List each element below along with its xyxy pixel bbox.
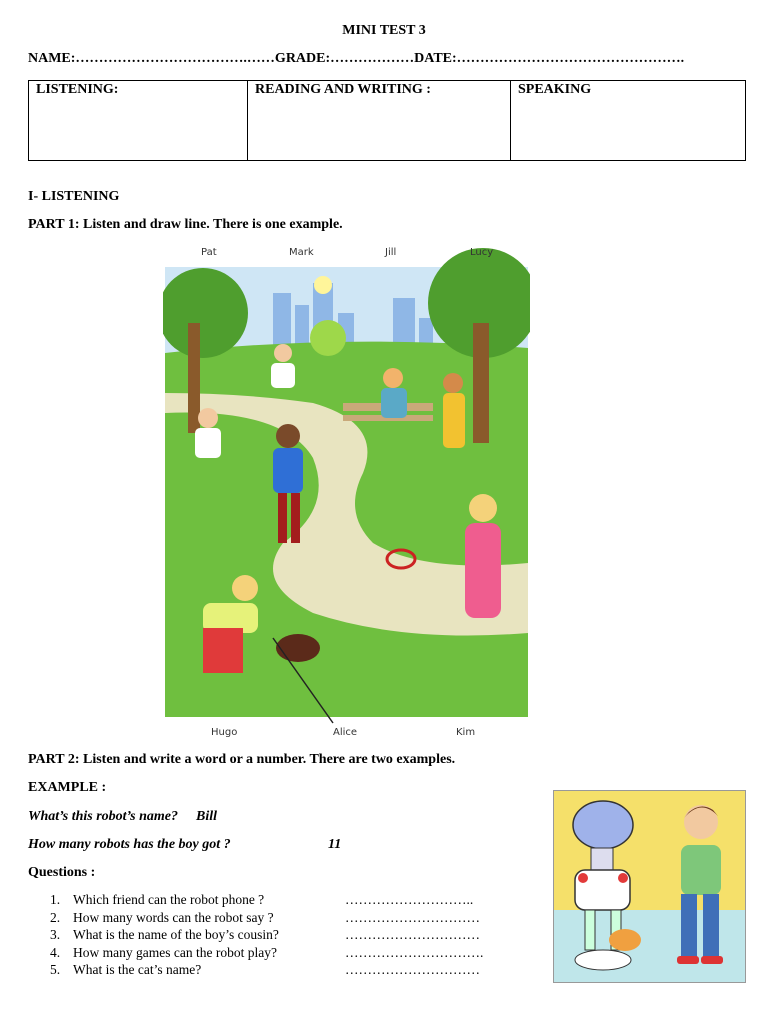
part1-instructions: PART 1: Listen and draw line. There is one example. — [28, 217, 343, 232]
reading-writing-score-cell: READING AND WRITING : — [248, 81, 511, 161]
questions-label: Questions : — [28, 865, 96, 880]
answer-blank[interactable]: ……………………….. — [345, 892, 474, 907]
name-label-mark: Mark — [289, 247, 314, 258]
name-label-kim: Kim — [456, 727, 476, 738]
park-scene-illustration — [163, 243, 530, 740]
answer-blank[interactable]: ………………………… — [345, 927, 480, 943]
answer-blank[interactable]: ………………………… — [345, 909, 480, 925]
name-label-pat: Pat — [201, 247, 217, 258]
park-scene — [163, 248, 530, 723]
part2-instructions: PART 2: Listen and write a word or a number. There are two examples. — [28, 752, 456, 767]
list-item: 1. Which friend can the robot phone ? ……………………….. — [50, 892, 483, 910]
example-question-1: What’s this robot’s name? — [28, 809, 179, 824]
name-label-hugo: Hugo — [211, 727, 238, 738]
list-item: 3. What is the name of the boy’s cousin? ………………………… — [50, 927, 483, 945]
list-item: 2. How many words can the robot say ? ………………………… — [50, 910, 483, 928]
questions-list — [50, 892, 483, 980]
robot-and-boy-illustration — [553, 790, 746, 983]
example-answer-1: Bill — [196, 809, 218, 824]
list-item: 5. What is the cat’s name? ………………………… — [50, 962, 483, 980]
name-label-alice: Alice — [333, 727, 358, 738]
speaking-score-cell: SPEAKING — [511, 81, 746, 161]
example-question-2: How many robots has the boy got ? — [28, 837, 231, 852]
section-heading-listening: I- LISTENING — [28, 189, 120, 204]
page-title: MINI TEST 3 — [342, 23, 426, 38]
student-info-line: NAME:……………………………….……GRADE:………………DATE:…………………………………………. — [28, 51, 685, 66]
answer-blank[interactable]: …………………………. — [345, 944, 484, 960]
list-item: 4. How many games can the robot play? …………………………. — [50, 945, 483, 963]
listening-score-cell: LISTENING: — [29, 81, 248, 161]
score-table — [28, 80, 746, 161]
name-label-jill: Jill — [385, 247, 397, 258]
answer-blank[interactable]: ………………………… — [345, 962, 480, 978]
name-label-lucy: Lucy — [470, 247, 494, 258]
example-label: EXAMPLE : — [28, 780, 107, 795]
example-answer-2: 11 — [328, 837, 342, 852]
cat-figure — [609, 929, 641, 951]
